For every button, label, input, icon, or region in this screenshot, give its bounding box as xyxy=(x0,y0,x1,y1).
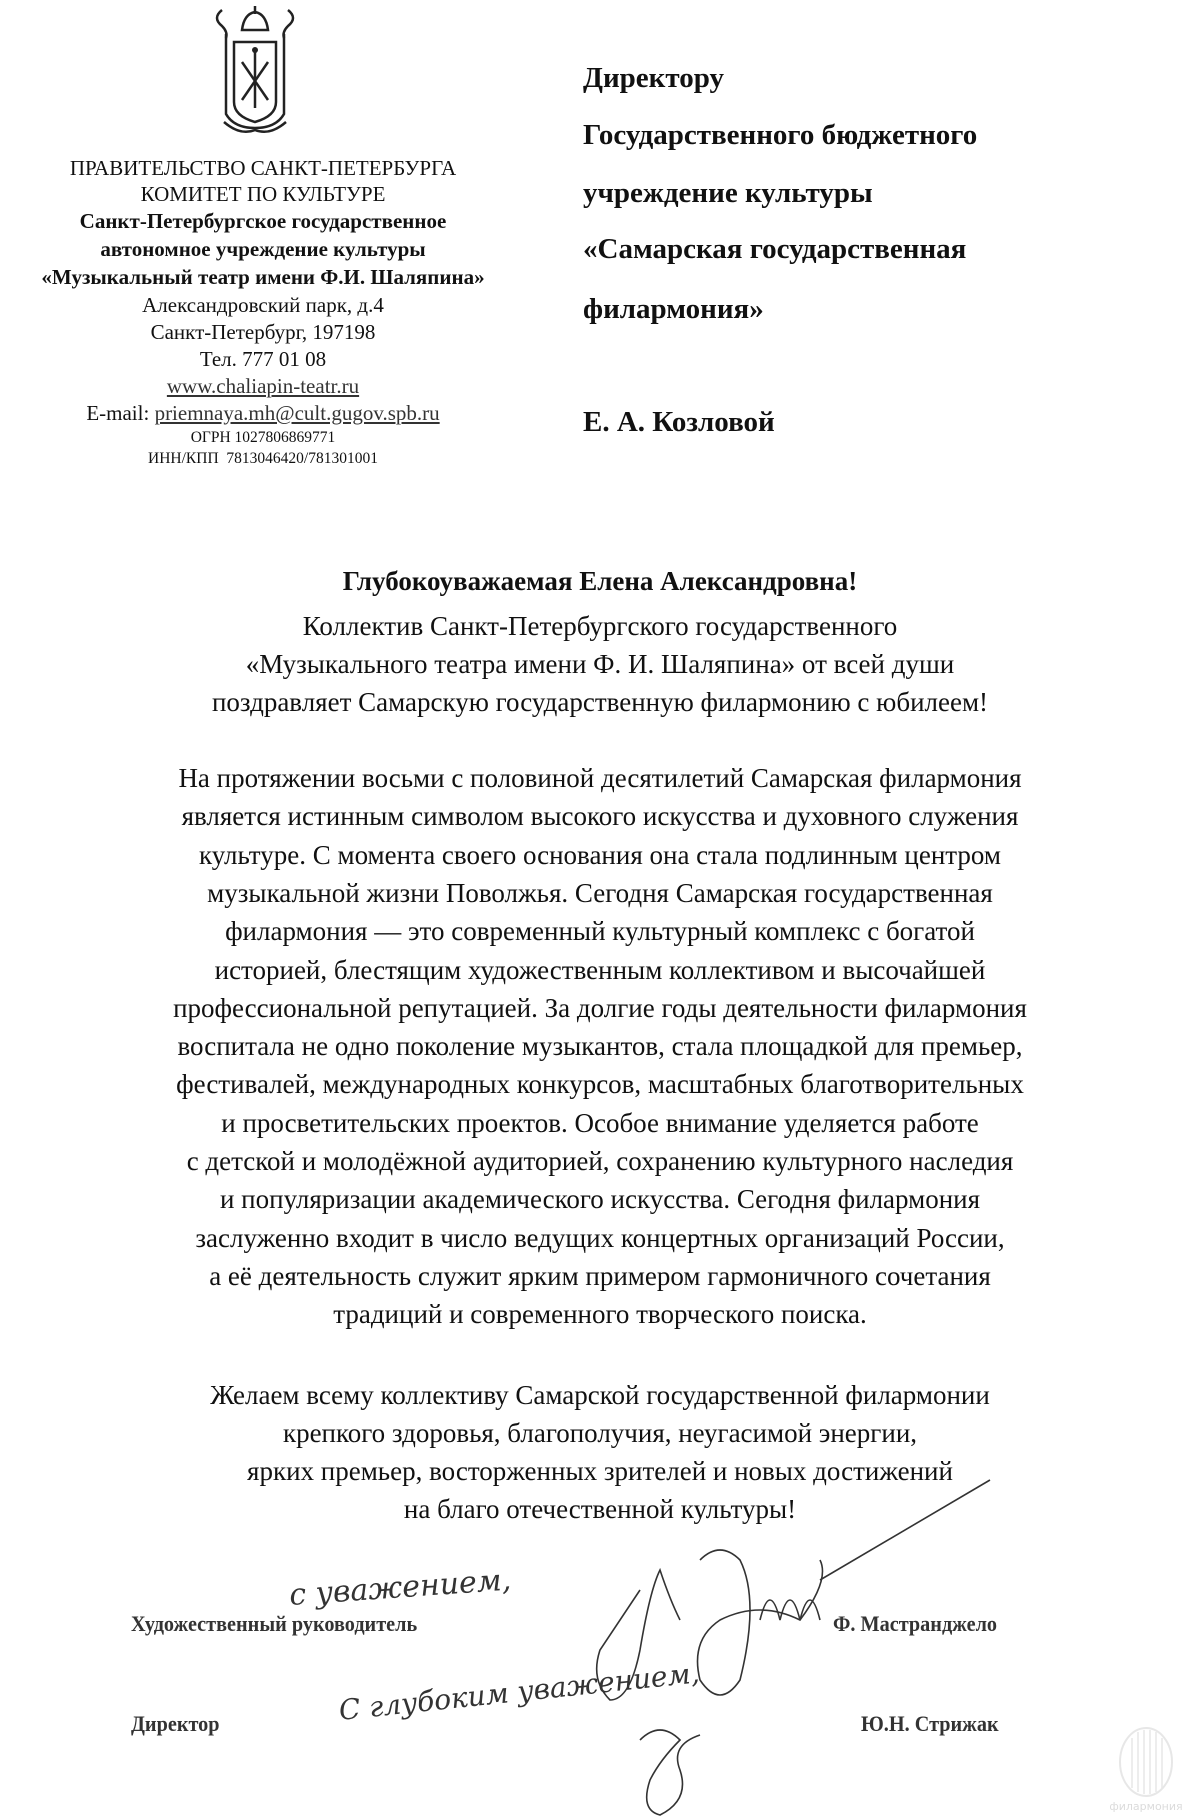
letter-body-line: а её деятельность служит ярким примером гармоничного сочетания xyxy=(209,1260,991,1291)
recipient-name: Е. А. Козловой xyxy=(583,406,775,438)
signatory-name-artistic-director: Ф. Мастранджело xyxy=(833,1611,998,1636)
letter-closing-line: ярких премьер, восторженных зрителей и новых достижений xyxy=(247,1456,953,1486)
letter-closing-line: крепкого здоровья, благополучия, неугасимой энергии, xyxy=(282,1418,918,1448)
sender-website-link[interactable]: www.chaliapin-teatr.ru xyxy=(166,374,360,398)
sender-ogrn: ОГРН 1027806869771 xyxy=(190,429,336,446)
letter-body-line: с детской и молодёжной аудиторией, сохранению культурного наследия xyxy=(186,1146,1014,1176)
email-label: E-mail: xyxy=(86,401,155,425)
sender-city: Санкт-Петербург, 197198 xyxy=(150,320,376,344)
recipient-line: Государственного бюджетного xyxy=(583,119,978,151)
sender-org-line-2: автономное учреждение культуры xyxy=(100,237,426,261)
letter-intro-line: «Музыкального театра имени Ф. И. Шаляпина» от всей души xyxy=(245,649,955,679)
sender-inn: ИНН/КПП 7813046420/781301001 xyxy=(148,450,378,467)
handwritten-regards-1: с уважением, xyxy=(288,1562,513,1613)
letter-body-line: является истинным символом высокого искусства и духовного служения xyxy=(181,801,1019,832)
sender-government: ПРАВИТЕЛЬСТВО САНКТ-ПЕТЕРБУРГА xyxy=(69,156,457,180)
recipient-line: филармония» xyxy=(583,293,764,325)
sender-org-line-3: «Музыкальный театр имени Ф.И. Шаляпина» xyxy=(41,265,485,289)
letter-intro-line: Коллектив Санкт-Петербургского государственного xyxy=(302,611,898,641)
letter-body-line: историей, блестящим художественным коллективом и высочайшей xyxy=(214,954,986,985)
philharmonic-watermark-logo xyxy=(1098,1718,1194,1814)
sender-email-link[interactable]: priemnaya.mh@cult.gugov.spb.ru xyxy=(154,401,440,425)
sender-address: Александровский парк, д.4 xyxy=(142,293,384,317)
coat-of-arms-icon xyxy=(204,4,306,138)
letter-body-line: профессиональной репутацией. За долгие годы деятельности филармония xyxy=(173,992,1027,1023)
watermark-text: филармония xyxy=(1109,1800,1183,1813)
letter-body-line: музыкальной жизни Поволжья. Сегодня Самарская государственная xyxy=(207,877,993,908)
letter-closing-line: на благо отечественной культуры! xyxy=(403,1494,797,1524)
signatory-title-director: Директор xyxy=(131,1711,220,1736)
sender-org-line-1: Санкт-Петербургское государственное xyxy=(79,209,447,233)
letter-body-line: традиций и современного творческого поиска. xyxy=(333,1299,867,1330)
signatory-title-artistic-director: Художественный руководитель xyxy=(131,1611,418,1636)
sender-phone: Тел. 777 01 08 xyxy=(199,347,327,371)
letter-body-line: фестивалей, международных конкурсов, масштабных благотворительных xyxy=(176,1069,1024,1100)
letter-intro-line: поздравляет Самарскую государственную филармонию с юбилеем! xyxy=(211,687,989,717)
sender-committee: КОМИТЕТ ПО КУЛЬТУРЕ xyxy=(140,182,386,206)
letter-body-line: заслуженно входит в число ведущих концертных организаций России, xyxy=(195,1222,1005,1253)
letter-body-line: филармония — это современный культурный комплекс с богатой xyxy=(225,916,975,947)
handwritten-regards-2: С глубоким уважением, xyxy=(337,1656,701,1727)
letter-body-line: На протяжении восьми с половиной десятилетий Самарская филармония xyxy=(178,763,1022,793)
recipient-line: «Самарская государственная xyxy=(583,233,967,265)
recipient-line: Директору xyxy=(583,62,724,94)
signatory-name-director: Ю.Н. Стрижак xyxy=(861,1711,999,1736)
greeting: Глубокоуважаемая Елена Александровна! xyxy=(342,566,858,596)
recipient-line: учреждение культуры xyxy=(583,177,873,209)
letter-body-line: и популяризации академического искусства. Сегодня филармония xyxy=(219,1184,981,1215)
letter-body-line: и просветительских проектов. Особое внимание уделяется работе xyxy=(221,1107,979,1138)
letter-body-line: воспитала не одно поколение музыкантов, стала площадкой для премьер, xyxy=(177,1031,1023,1062)
letter-closing-line: Желаем всему коллективу Самарской государственной филармонии xyxy=(210,1380,990,1410)
letter-body-line: культуре. С момента своего основания она стала подлинным центром xyxy=(198,839,1002,870)
